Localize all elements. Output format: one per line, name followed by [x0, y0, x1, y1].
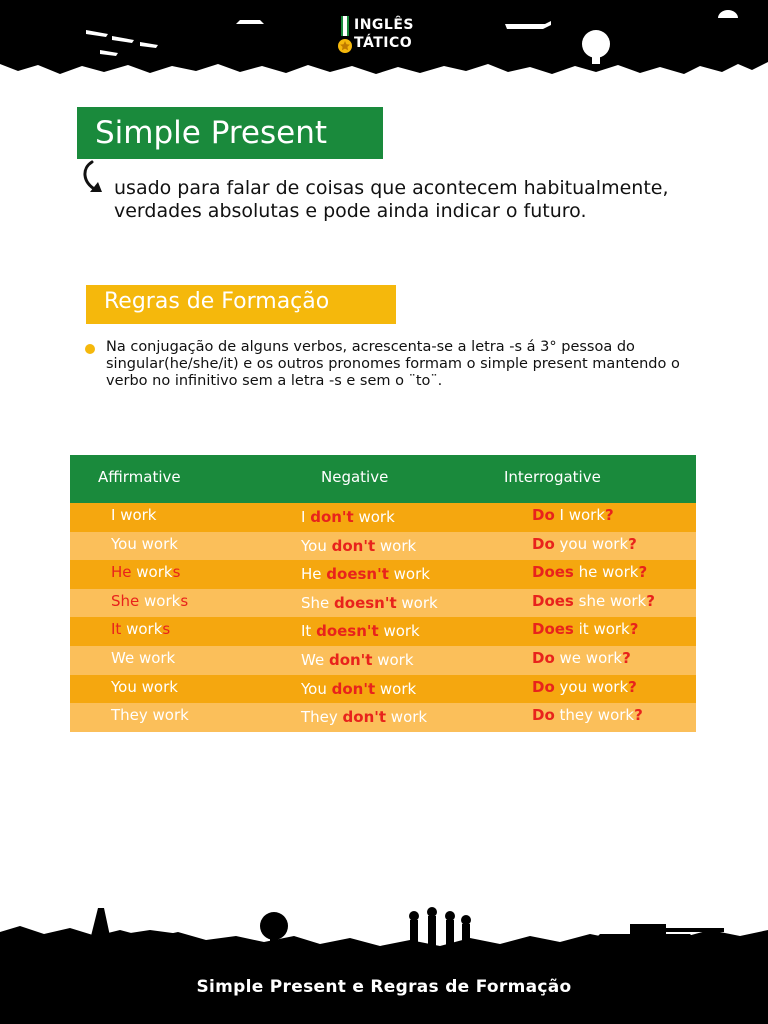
page-title: Simple Present [77, 107, 383, 159]
logo-line1: INGLÊS [354, 17, 414, 33]
cell-negative: She doesn't work [301, 593, 438, 612]
cell-affirmative: He works [111, 563, 181, 582]
cell-affirmative: We work [111, 648, 176, 667]
cell-negative: I don't work [301, 508, 395, 526]
cell-interrogative: Do they work? [532, 706, 643, 725]
table-row [70, 589, 696, 618]
header-interrogative: Interrogative [504, 468, 601, 486]
cell-negative: You don't work [301, 536, 417, 555]
cell-interrogative: Do you work? [532, 677, 637, 696]
cell-affirmative: I work [111, 506, 157, 524]
table-row [70, 646, 696, 675]
logo-line2: TÁTICO [354, 35, 413, 51]
rules-title: Regras de Formação [86, 285, 396, 324]
cell-interrogative: Do you work? [532, 534, 637, 553]
curved-arrow-icon [78, 160, 108, 198]
conjugation-table [70, 455, 696, 732]
cell-affirmative: She works [111, 591, 189, 610]
table-row [70, 560, 696, 589]
cell-interrogative: Does it work? [532, 620, 639, 639]
header-negative: Negative [321, 468, 389, 486]
cell-interrogative: Does she work? [532, 591, 655, 610]
table-row [70, 532, 696, 561]
cell-affirmative: They work [111, 706, 189, 725]
cell-negative: We don't work [301, 650, 414, 669]
table-row [70, 617, 696, 646]
medal-icon [338, 14, 352, 58]
footer-title: Simple Present e Regras de Formação [196, 977, 572, 997]
cell-interrogative: Do we work? [532, 648, 631, 667]
cell-interrogative: Do I work? [532, 506, 614, 524]
bullet-dot-icon [85, 344, 95, 354]
table-row [70, 703, 696, 732]
cell-negative: He doesn't work [301, 565, 430, 584]
table-header [70, 455, 696, 503]
cell-negative: You don't work [301, 679, 417, 698]
cell-negative: They don't work [301, 708, 428, 727]
cell-affirmative: You work [111, 534, 178, 553]
table-row [70, 503, 696, 532]
table-row [70, 675, 696, 704]
rule-text: Na conjugação de alguns verbos, acrescenta-se a letra -s á 3° pessoa do singular(he/she/it) e os outros pronomes formam o simple present mantendo o verbo no infinitivo sem a letra -s e sem o ¨to¨. [106, 339, 680, 389]
intro-text: usado para falar de coisas que acontecem habitualmente, verdades absolutas e pode ainda indicar o futuro. [114, 177, 669, 222]
cell-affirmative: You work [111, 677, 178, 696]
bottom-silhouette-band [0, 890, 768, 1024]
logo [338, 14, 438, 58]
cell-negative: It doesn't work [301, 622, 420, 641]
header-affirmative: Affirmative [98, 468, 181, 486]
cell-affirmative: It works [111, 620, 171, 639]
cell-interrogative: Does he work? [532, 563, 648, 582]
